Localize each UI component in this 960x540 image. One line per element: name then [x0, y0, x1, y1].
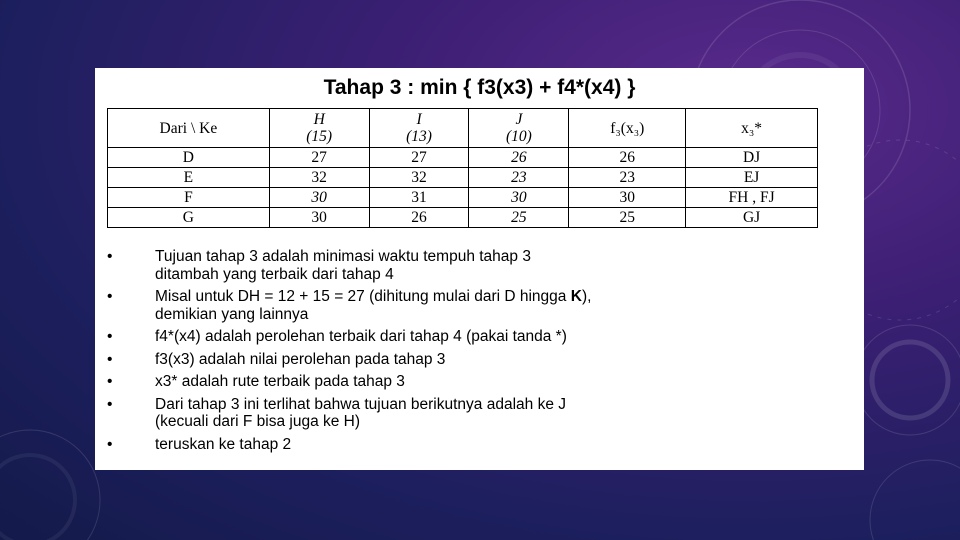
list-item: [107, 373, 591, 391]
cell-j: 26: [469, 148, 569, 168]
note-text: ),: [581, 288, 592, 305]
note-text: x3* adalah rute terbaik pada tahap 3: [155, 373, 405, 390]
bullet: •: [107, 248, 113, 265]
bullet: •: [107, 288, 113, 305]
cell-x3: DJ: [686, 148, 818, 168]
table-row: [108, 208, 818, 228]
cell-j: 25: [469, 208, 569, 228]
table-row: [108, 168, 818, 188]
cell-x3: FH , FJ: [686, 188, 818, 208]
note-text: Tujuan tahap 3 adalah minimasi waktu tempuh tahap 3: [155, 248, 531, 265]
bullet: •: [107, 395, 113, 413]
cell-f3: 30: [569, 188, 686, 208]
bullet: •: [107, 435, 113, 453]
list-item: [107, 351, 591, 369]
cell-j: 30: [469, 188, 569, 208]
list-item: [107, 248, 591, 283]
list-item: [107, 396, 591, 431]
cell-x3: EJ: [686, 168, 818, 188]
list-item: [107, 436, 591, 454]
cell-f3: 25: [569, 208, 686, 228]
header-col-j: J (10): [469, 109, 569, 148]
note-text: Misal untuk DH = 12 + 15 = 27 (dihitung mulai dari D hingga: [155, 288, 571, 305]
header-col-i: I (13): [369, 109, 469, 148]
note-text: f4*(x4) adalah perolehan terbaik dari tahap 4 (pakai tanda *): [155, 328, 567, 345]
cell-f3: 26: [569, 148, 686, 168]
stage-3-table: [107, 108, 818, 228]
row-from: E: [108, 168, 270, 188]
cell-x3: GJ: [686, 208, 818, 228]
note-text: f3(x3) adalah nilai perolehan pada tahap 3: [155, 350, 446, 368]
table-header-row: [108, 109, 818, 148]
note-bold: K: [570, 288, 582, 305]
header-f3: f₃(x₃): [569, 109, 686, 148]
slide-content: [95, 68, 864, 470]
cell-i: 27: [369, 148, 469, 168]
cell-f3: 23: [569, 168, 686, 188]
notes-list: [107, 248, 591, 458]
cell-i: 32: [369, 168, 469, 188]
row-from: F: [108, 188, 270, 208]
note-text: demikian yang lainnya: [155, 305, 309, 323]
cell-h: 30: [269, 188, 369, 208]
cell-j: 23: [469, 168, 569, 188]
table-row: [108, 188, 818, 208]
bullet: •: [107, 373, 113, 390]
note-text: Dari tahap 3 ini terlihat bahwa tujuan berikutnya adalah ke J: [155, 395, 567, 413]
cell-i: 26: [369, 208, 469, 228]
note-text: ditambah yang terbaik dari tahap 4: [155, 265, 394, 283]
cell-h: 30: [269, 208, 369, 228]
header-x3: x₃*: [686, 109, 818, 148]
table-row: [108, 148, 818, 168]
bullet: •: [107, 350, 113, 368]
row-from: G: [108, 208, 270, 228]
header-col-h: H (15): [269, 109, 369, 148]
cell-h: 27: [269, 148, 369, 168]
cell-h: 32: [269, 168, 369, 188]
list-item: [107, 328, 591, 346]
list-item: [107, 288, 591, 323]
row-from: D: [108, 148, 270, 168]
note-text: teruskan ke tahap 2: [155, 435, 292, 453]
header-corner: Dari \ Ke: [108, 109, 270, 148]
cell-i: 31: [369, 188, 469, 208]
bullet: •: [107, 328, 113, 345]
slide-title: Tahap 3 : min { f3(x3) + f4*(x4) }: [323, 76, 636, 99]
note-text: (kecuali dari F bisa juga ke H): [155, 413, 361, 430]
